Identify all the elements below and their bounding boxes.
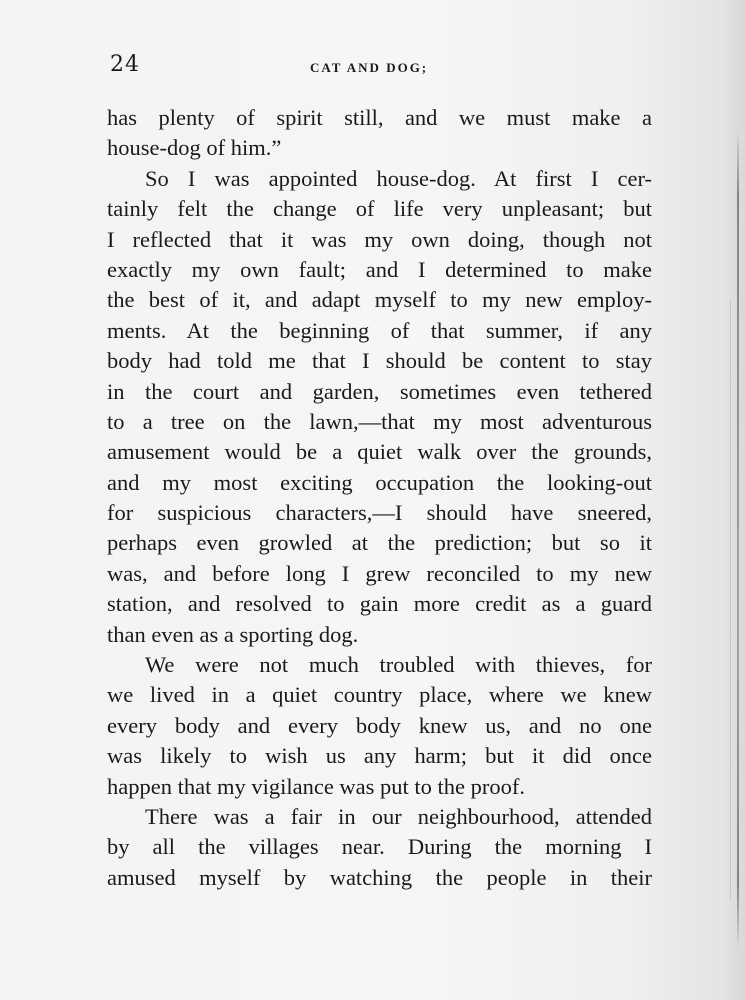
text-line: amused myself by watching the people in their <box>107 864 652 890</box>
text-line: There was a fair in our neighbourhood, attended <box>145 803 652 829</box>
text-line: in the court and garden, sometimes even tethered <box>107 378 652 404</box>
text-line: every body and every body knew us, and no one <box>107 712 652 738</box>
text-line: We were not much troubled with thieves, for <box>145 652 652 678</box>
text-line: I reflected that it was my own doing, though not <box>107 226 652 252</box>
text-line: tainly felt the change of life very unpleasant; but <box>107 196 652 222</box>
text-line: exactly my own fault; and I determined to make <box>107 256 652 282</box>
running-title: CAT AND DOG; <box>310 60 429 75</box>
text-line: ments. At the beginning of that summer, if any <box>107 317 652 343</box>
text-line: perhaps even growled at the prediction; but so it <box>107 530 652 556</box>
body-text <box>107 103 652 893</box>
page-edge-shadow <box>737 130 739 950</box>
text-line: happen that my vigilance was put to the proof. <box>107 773 526 799</box>
text-line: and my most exciting occupation the looking-out <box>107 469 652 495</box>
text-line: station, and resolved to gain more credit as a guard <box>107 591 652 617</box>
text-line: for suspicious characters,—I should have sneered, <box>107 500 652 526</box>
text-line: was, and before long I grew reconciled to my new <box>107 560 652 586</box>
page-number: 24 <box>110 52 140 77</box>
text-line: has plenty of spirit still, and we must make a <box>107 105 652 130</box>
text-line: amusement would be a quiet walk over the grounds, <box>107 439 652 465</box>
running-head <box>110 52 650 82</box>
page-edge-line <box>730 300 731 900</box>
text-line: the best of it, and adapt myself to my new employ- <box>107 287 652 313</box>
text-line: to a tree on the lawn,—that my most adventurous <box>107 408 652 434</box>
text-line: we lived in a quiet country place, where we knew <box>107 682 652 708</box>
text-line: was likely to wish us any harm; but it did once <box>107 743 652 769</box>
text-line: body had told me that I should be content to stay <box>107 348 652 374</box>
text-line: house-dog of him.” <box>107 135 282 161</box>
text-line: by all the villages near. During the morning I <box>107 834 652 860</box>
text-line: So I was appointed house-dog. At first I cer- <box>145 165 652 191</box>
text-line: than even as a sporting dog. <box>107 621 359 647</box>
